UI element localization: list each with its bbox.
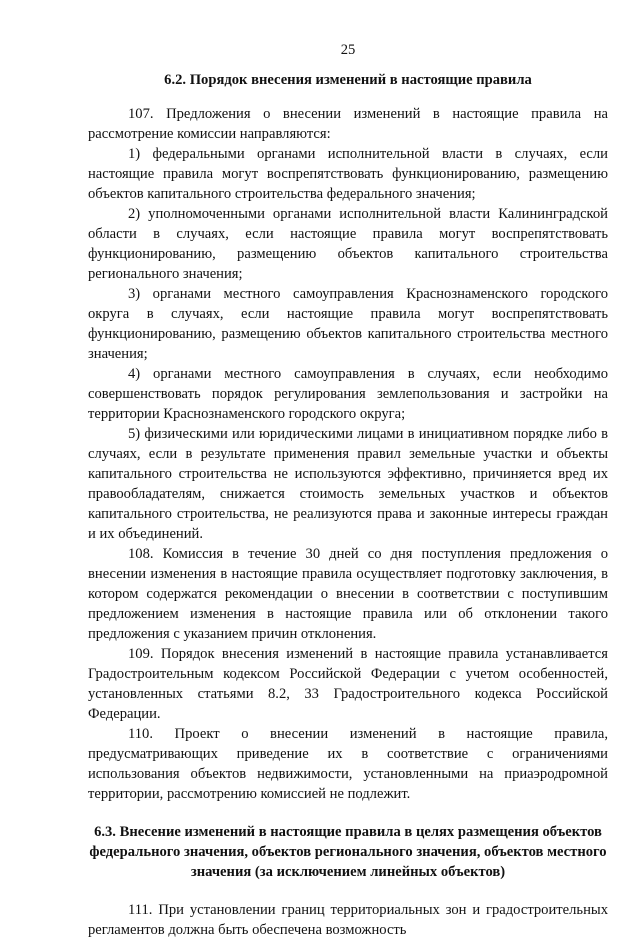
list-item-2: 2) уполномоченными органами исполнительной власти Калининградской области в случаях, если настоящие правила могут воспрепятствовать функционированию, размещению объектов капитального строительства регионального значения; (88, 206, 608, 282)
paragraph-109: 109. Порядок внесения изменений в настоящие правила устанавливается Градостроительным кодексом Российской Федерации с учетом особенностей, установленных статьями 8.2, 33 Градостроительного кодекса Российской Федерации. (88, 646, 608, 722)
list-item-4: 4) органами местного самоуправления в случаях, если необходимо совершенствовать порядок регулирования землепользования и застройки на территории Краснознаменского городского округа; (88, 366, 608, 422)
section-6-2-heading: 6.2. Порядок внесения изменений в настоящие правила (164, 72, 532, 88)
section-6-3-heading: 6.3. Внесение изменений в настоящие правила в целях размещения объектов федерального значения, объектов регионального значения, объектов местного значения (за исключением линейных объектов) (89, 824, 607, 880)
paragraph-111: 111. При установлении границ территориальных зон и градостроительных регламентов должна быть обеспечена возможность (88, 902, 608, 938)
list-item-3: 3) органами местного самоуправления Краснознаменского городского округа в случаях, если настоящие правила могут воспрепятствовать функционированию, размещению объектов капитального строительства местного значения; (88, 286, 608, 362)
paragraph-110: 110. Проект о внесении изменений в настоящие правила, предусматривающих приведение их в соответствие с ограничениями использования объектов недвижимости, установленными на приаэродромной территории, рассмотрению комиссией не подлежит. (88, 726, 608, 802)
list-item-5: 5) физическими или юридическими лицами в инициативном порядке либо в случаях, если в результате применения правил земельные участки и объекты капитального строительства не используются эффективно, причиняется вред их правообладателям, снижается стоимость земельных участков и объектов капитального строительства, не реализуются права и законные интересы граждан и их объединений. (88, 426, 608, 542)
list-item-1: 1) федеральными органами исполнительной власти в случаях, если настоящие правила могут воспрепятствовать функционированию, размещению объектов капитального строительства федерального значения; (88, 146, 608, 202)
paragraph-107: 107. Предложения о внесении изменений в настоящие правила на рассмотрение комиссии направляются: (88, 106, 608, 142)
paragraph-108: 108. Комиссия в течение 30 дней со дня поступления предложения о внесении изменения в настоящие правила осуществляет подготовку заключения, в котором содержатся рекомендации о внесении в соответствии с поступившим предложением изменения в настоящие правила или об отклонении такого предложения с указанием причин отклонения. (88, 546, 608, 642)
page-number: 25 (340, 42, 356, 58)
